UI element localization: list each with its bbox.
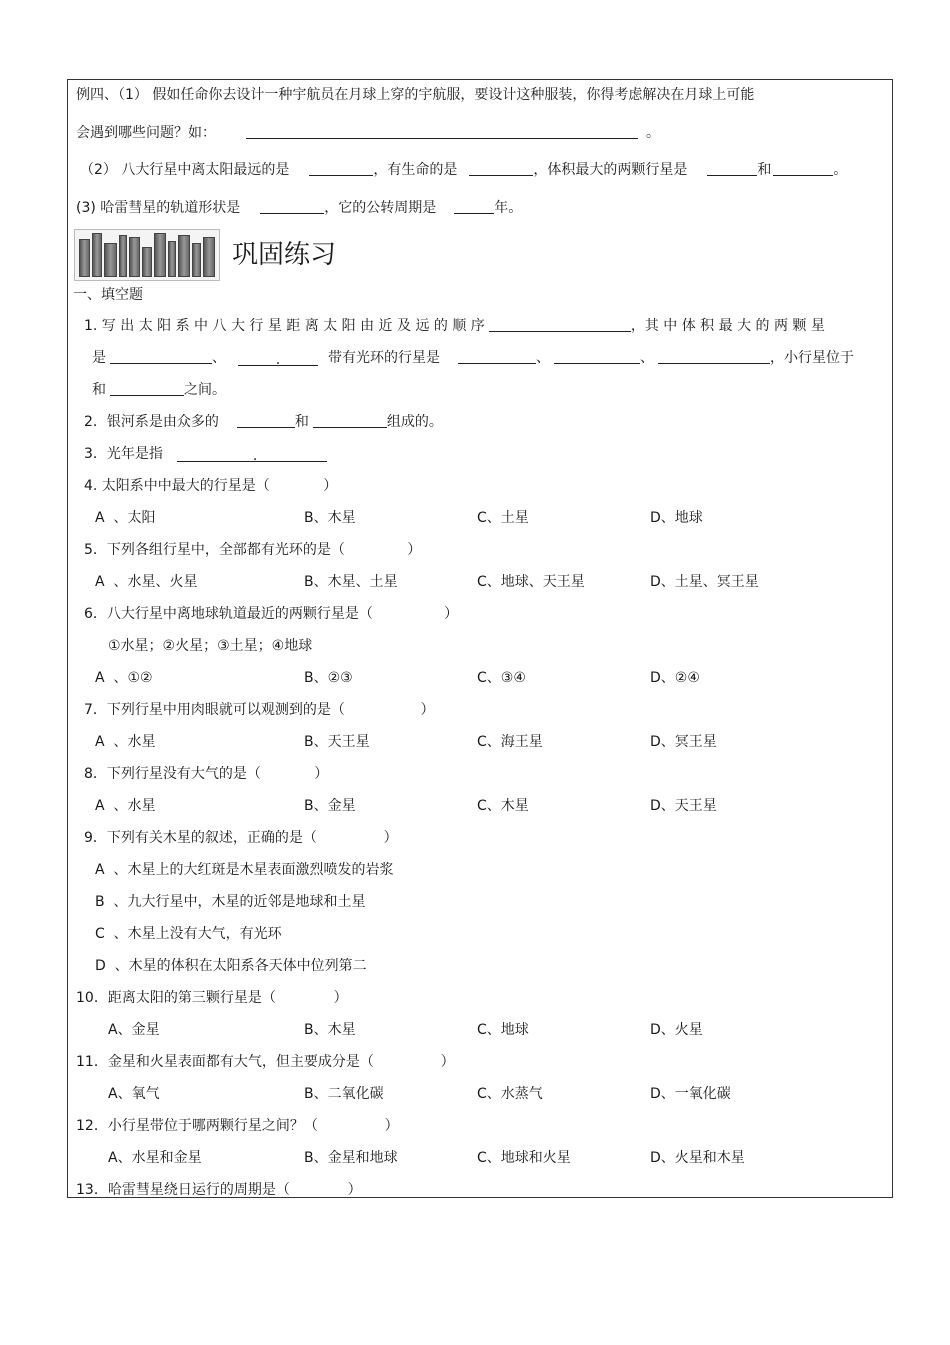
q1-blank-largest1[interactable] bbox=[110, 349, 212, 364]
q1-blank-ring2[interactable] bbox=[554, 349, 640, 364]
q1-line3 bbox=[92, 381, 226, 399]
ex4-q2-blank-largest2[interactable] bbox=[773, 161, 833, 176]
q1-blank-order[interactable] bbox=[489, 317, 631, 332]
option-c[interactable]: C、海王星 bbox=[477, 734, 543, 750]
q3-dot: . bbox=[252, 448, 258, 464]
q1-blank-largest2[interactable] bbox=[238, 351, 318, 366]
ex4-q3-text-b: ，它的公转周期是 bbox=[324, 200, 437, 216]
q1-line1 bbox=[84, 317, 825, 335]
option-d[interactable]: D、②④ bbox=[650, 670, 700, 686]
question-stem: 9．下列有关木星的叙述，正确的是（ ） bbox=[84, 830, 398, 846]
q2-text-b: 和 bbox=[294, 414, 309, 430]
option-a[interactable]: A 、水星 bbox=[95, 734, 156, 750]
option-b[interactable]: B、天王星 bbox=[304, 734, 370, 750]
ex4-q1-blank[interactable] bbox=[246, 124, 638, 139]
q1-text-c: 是 bbox=[92, 350, 106, 366]
q1-blank-ring3[interactable] bbox=[658, 349, 770, 364]
ex4-q3-line bbox=[76, 199, 522, 217]
ex4-q3-text-a: (3) 哈雷彗星的轨道形状是 bbox=[76, 200, 241, 216]
option-c[interactable]: C、地球 bbox=[477, 1022, 529, 1038]
ex4-q2-text-a: （2） 八大行星中离太阳最远的是 bbox=[80, 162, 290, 178]
option-b[interactable]: B、二氧化碳 bbox=[304, 1086, 384, 1102]
part1-title: 一、填空题 bbox=[73, 287, 143, 303]
q1-blank-ring1[interactable] bbox=[458, 349, 536, 364]
question-stem: 10．距离太阳的第三颗行星是（ ） bbox=[76, 990, 348, 1006]
q2-text-a: 2．银河系是由众多的 bbox=[84, 414, 219, 430]
period: 。 bbox=[646, 125, 660, 141]
option-b[interactable]: B、金星 bbox=[304, 798, 356, 814]
option-c[interactable]: C、木星 bbox=[477, 798, 529, 814]
option-d[interactable]: D、一氧化碳 bbox=[650, 1086, 731, 1102]
ex4-q2-blank-largest1[interactable] bbox=[707, 161, 757, 176]
question-stem: 13．哈雷彗星绕日运行的周期是（ ） bbox=[76, 1182, 362, 1198]
q3-blank[interactable] bbox=[177, 447, 327, 462]
q1-text-h: 、 bbox=[640, 350, 654, 366]
ex4-q2-blank-farthest[interactable] bbox=[309, 161, 373, 176]
ex4-q3-blank-orbit[interactable] bbox=[260, 199, 324, 214]
q1-line2 bbox=[92, 349, 854, 367]
section-title: 巩固练习 bbox=[232, 240, 337, 270]
q1-text-d: 、 bbox=[212, 350, 226, 366]
option-a[interactable]: A 、①② bbox=[95, 670, 153, 686]
option-b[interactable]: B、木星 bbox=[304, 1022, 356, 1038]
question-stem: 11．金星和火星表面都有大气，但主要成分是（ ） bbox=[76, 1054, 455, 1070]
question-stem: 7．下列行星中用肉眼就可以观测到的是（ ） bbox=[84, 702, 435, 718]
option-a[interactable]: A 、水星 bbox=[95, 798, 156, 814]
q2-blank-2[interactable] bbox=[313, 413, 387, 428]
q1-dot: . bbox=[275, 352, 281, 368]
q1-text-a: 1. 写 出 太 阳 系 中 八 大 行 星 距 离 太 阳 由 近 及 远 的 顺 序 bbox=[84, 318, 485, 334]
q2-blank-1[interactable] bbox=[237, 413, 295, 428]
option-c[interactable]: C 、木星上没有大气，有光环 bbox=[95, 926, 282, 942]
ex4-q1-line2 bbox=[76, 124, 660, 142]
option-b[interactable]: B、木星、土星 bbox=[304, 574, 398, 590]
q1-text-j: 和 bbox=[92, 382, 106, 398]
option-c[interactable]: C、③④ bbox=[477, 670, 526, 686]
question-stem: 5．下列各组行星中，全部都有光环的是（ ） bbox=[84, 542, 422, 558]
option-d[interactable]: D、地球 bbox=[650, 510, 703, 526]
ex4-q2-text-c: ，体积最大的两颗行星是 bbox=[533, 162, 688, 178]
q1-text-g: 、 bbox=[536, 350, 550, 366]
question-sub-list: ①水星；②火星；③土星；④地球 bbox=[108, 638, 313, 654]
option-d[interactable]: D、土星、冥王星 bbox=[650, 574, 759, 590]
question-stem: 6．八大行星中离地球轨道最近的两颗行星是（ ） bbox=[84, 606, 459, 622]
q3-line bbox=[84, 445, 327, 463]
question-stem: 4. 太阳系中中最大的行星是（ ） bbox=[84, 478, 338, 494]
ex4-q2-text-e: 。 bbox=[833, 162, 848, 178]
option-b[interactable]: B、金星和地球 bbox=[304, 1150, 398, 1166]
option-a[interactable]: A、水星和金星 bbox=[108, 1150, 202, 1166]
books-icon bbox=[74, 229, 220, 281]
q1-text-i: ，小行星位于 bbox=[770, 350, 854, 366]
option-d[interactable]: D、火星和木星 bbox=[650, 1150, 745, 1166]
option-d[interactable]: D 、木星的体积在太阳系各天体中位列第二 bbox=[95, 958, 367, 974]
option-c[interactable]: C、地球、天王星 bbox=[477, 574, 585, 590]
option-d[interactable]: D、火星 bbox=[650, 1022, 703, 1038]
q1-text-b: ，其 中 体 积 最 大 的 两 颗 星 bbox=[630, 318, 825, 334]
ex4-q2-line bbox=[80, 161, 847, 179]
option-a[interactable]: A、氧气 bbox=[108, 1086, 160, 1102]
ex4-q2-text-b: ，有生命的是 bbox=[373, 162, 458, 178]
ex4-q2-blank-life[interactable] bbox=[469, 161, 533, 176]
ex4-q3-text-c: 年。 bbox=[494, 200, 523, 216]
q2-text-c: 组成的。 bbox=[386, 414, 443, 430]
option-c[interactable]: C、地球和火星 bbox=[477, 1150, 571, 1166]
option-a[interactable]: A、金星 bbox=[108, 1022, 160, 1038]
option-a[interactable]: A 、水星、火星 bbox=[95, 574, 198, 590]
question-stem: 12．小行星带位于哪两颗行星之间？（ ） bbox=[76, 1118, 399, 1134]
ex4-q2-text-d: 和 bbox=[757, 162, 772, 178]
question-stem: 8．下列行星没有大气的是（ ） bbox=[84, 766, 329, 782]
option-a[interactable]: A 、木星上的大红斑是木星表面激烈喷发的岩浆 bbox=[95, 862, 394, 878]
option-a[interactable]: A 、太阳 bbox=[95, 510, 156, 526]
option-d[interactable]: D、冥王星 bbox=[650, 734, 717, 750]
q3-text-a: 3．光年是指 bbox=[84, 446, 163, 462]
ex4-q1-line1: 例四、（1） 假如任命你去设计一种宇航员在月球上穿的宇航服，要设计这种服装，你得考虑解决在月球上可能 bbox=[76, 87, 755, 103]
q1-text-k: 之间。 bbox=[184, 382, 226, 398]
q1-text-f: 带有光环的行星是 bbox=[328, 350, 440, 366]
q2-line bbox=[84, 413, 443, 431]
ex4-q3-blank-period[interactable] bbox=[454, 199, 494, 214]
option-b[interactable]: B、②③ bbox=[304, 670, 353, 686]
q1-blank-asteroid[interactable] bbox=[110, 381, 184, 396]
option-b[interactable]: B、木星 bbox=[304, 510, 356, 526]
option-c[interactable]: C、土星 bbox=[477, 510, 529, 526]
ex4-q1-prompt: 会遇到哪些问题？如： bbox=[76, 125, 216, 141]
option-d[interactable]: D、天王星 bbox=[650, 798, 717, 814]
option-b[interactable]: B 、九大行星中，木星的近邻是地球和土星 bbox=[95, 894, 366, 910]
option-c[interactable]: C、水蒸气 bbox=[477, 1086, 543, 1102]
